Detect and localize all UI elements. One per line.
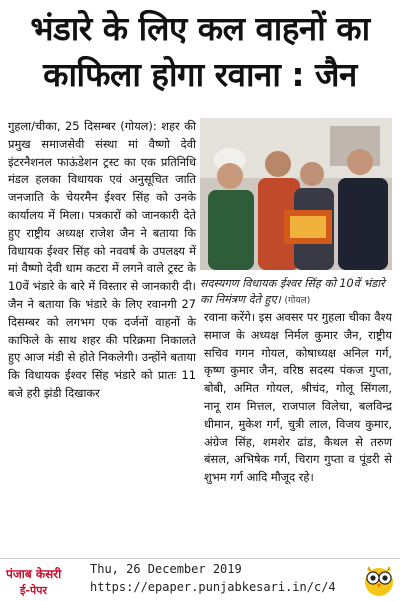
photo-caption: [200, 276, 394, 309]
article-body-left: गुहला/चीका, 25 दिसम्बर (गोयल): शहर की प्रमुख समाजसेवी संस्था मां वैष्णो देवी इंटरनैशनल फाऊंडेशन ट्रस्ट का एक प्रतिनिधि मंडल हलका विधायक एवं अनुसूचित जाति जनजाति के चेयरमैन ईश्वर सिंह को उनके कार्यालय में मिला। पत्रकारों को जानकारी देते हुए राष्ट्रीय अध्यक्ष राजेश जैन ने बताया कि विधायक ईश्वर सिंह को नववर्ष के उपलक्ष्य में मां वैष्णो देवी धाम कटरा में लगने वाले ट्रस्ट के 10वें भंडारे के बारे में विस्तार से जानकारी दी। जैन ने बताया कि भंडारे के लिए रवानगी 27 दिसम्बर को लगभग एक दर्जनों वाहनों के काफिले के साथ शहर की परिक्रमा निकालते हुए आज मंडी से होते निकलेगी। उन्होंने बताया कि विधायक ईश्वर सिंह भंडारे को प्रातः 11 बजे हरी झंडी दिखाकर: [8, 119, 196, 400]
headline: [6, 6, 394, 98]
headline-line-1: भंडारे के लिए कल वाहनों का: [30, 9, 370, 48]
photo-credit: (गोयल): [284, 296, 311, 306]
article-column-right: [204, 309, 392, 487]
footer-bar: [0, 558, 400, 601]
news-photo: [200, 118, 392, 270]
article-column-left: [8, 118, 196, 403]
epaper-url[interactable]: https://epaper.punjabkesari.in/c/4: [90, 580, 336, 594]
edition-date: Thu, 26 December 2019: [90, 562, 242, 576]
brand-epaper: ई-पेपर: [20, 584, 47, 597]
caption-text: सदस्यगण विधायक ईश्वर सिंह को 10वें भंडारे का निमंत्रण देते हुए।: [200, 277, 385, 306]
brand-name: पंजाब केसरी: [6, 567, 62, 581]
punjab-kesari-logo[interactable]: [2, 561, 86, 599]
owl-icon: [362, 563, 396, 597]
article-body-right: रवाना करेंगे। इस अवसर पर गुहला चीका वैश्य समाज के अध्यक्ष निर्मल कुमार जैन, राष्ट्रीय सचिव गगन गोयल, कोषाध्यक्ष अनिल गर्ग, कृष्ण कुमार जैन, वरिष्ठ सदस्य पंकज गुप्ता, बोबी, अमित गोयल, श्रीचंद, गोलू सिंगला, नानू राम मित्तल, राजपाल विलेचा, बलविन्द्र धीमान, मुकेश गर्ग, चुत्री लाल, विजय कुमार, अंग्रेज सिंह, शमशेर ढांड, कैथल से तरुण बंसल, अभिषेक गर्ग, चिराग गुप्ता व पूंडरी से शुभम गर्ग आदि मौजूद रहे।: [204, 310, 392, 485]
photo-illustration: [200, 118, 392, 270]
headline-line-2: काफिला होगा रवाना : जैन: [43, 55, 357, 94]
